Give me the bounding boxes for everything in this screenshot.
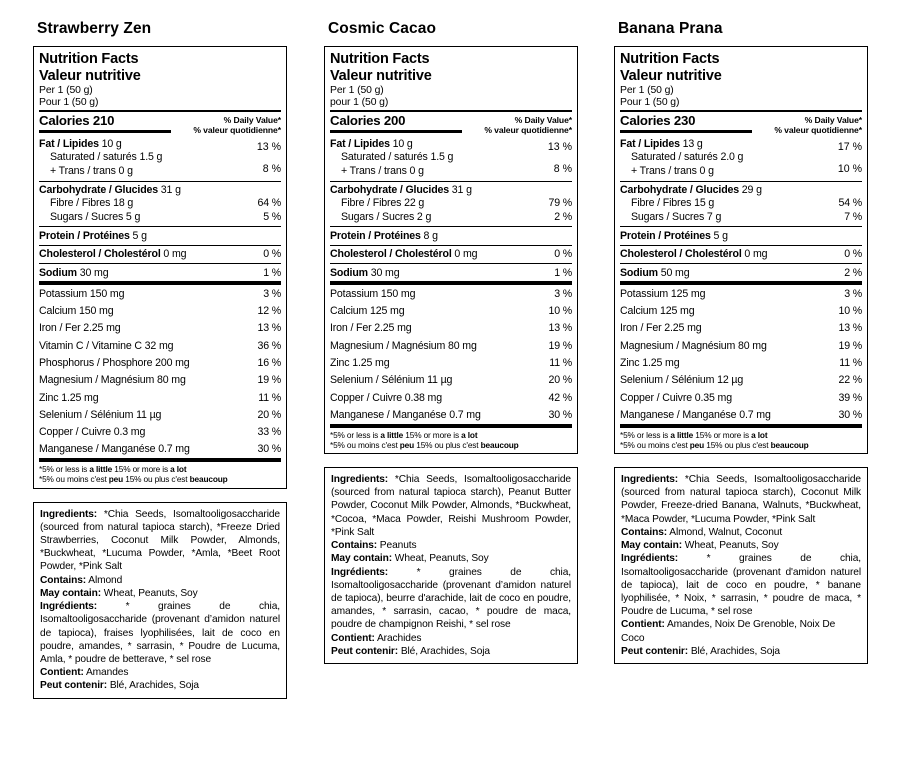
ingredients-en: Ingredients: *Chia Seeds, Isomaltooligosaccharide (sourced from natural tapioca starch), *Freeze Dried Strawberries, Coconut Milk Powder, Almonds, *Buckwheat, *Lucuma Powder, *Amla, *Beet Root Powder, *Pink Salt: [40, 508, 280, 573]
mineral-label: Manganese / Manganése 0.7 mg: [330, 408, 481, 421]
may-contain-en: May contain: Wheat, Peanuts, Soy: [331, 553, 489, 565]
cholesterol-row: [39, 247, 281, 261]
ingredients-box: [614, 467, 868, 664]
footnote-fr: *5% ou moins c'est peu 15% ou plus c'est beaucoup: [330, 439, 519, 450]
fat-section: [39, 136, 281, 181]
nutrition-facts-title-fr: Valeur nutritive: [39, 68, 141, 84]
mineral-label: Zinc 1.25 mg: [620, 356, 680, 369]
calories-row: [330, 112, 572, 136]
serving-size-en: Per 1 (50 g): [620, 85, 674, 96]
nutrition-facts-title-en: Nutrition Facts: [620, 51, 720, 67]
peut-contenir-fr: Peut contenir: Blé, Arachides, Soja: [331, 645, 490, 657]
trans-label: + Trans / trans 0 g: [50, 165, 133, 178]
minerals-list: [39, 285, 281, 458]
carbohydrate-section: [330, 182, 572, 227]
mineral-pct: 13 %: [257, 322, 281, 335]
mineral-row: [330, 303, 572, 320]
saturated-label: Saturated / saturés 1.5 g: [50, 151, 163, 164]
mineral-label: Iron / Fer 2.25 mg: [620, 322, 702, 335]
daily-value-header-fr: % valeur quotidienne*: [193, 125, 281, 136]
product-panel-1: [33, 0, 287, 699]
cholesterol-label: Cholesterol / Cholestérol: [620, 248, 742, 261]
cholesterol-value: 0 mg: [741, 248, 768, 261]
mineral-pct: 33 %: [257, 426, 281, 439]
fat-value: 10 g: [389, 138, 413, 151]
fat-row: [39, 137, 257, 151]
carbohydrate-label: Carbohydrate / Glucides: [330, 184, 449, 197]
calories-underline: [620, 130, 752, 133]
mineral-label: Iron / Fer 2.25 mg: [330, 322, 412, 335]
mineral-label: Copper / Cuivre 0.3 mg: [39, 426, 146, 439]
protein-label: Protein / Protéines: [39, 229, 130, 242]
mineral-pct: 11 %: [258, 391, 281, 404]
mineral-pct: 20 %: [257, 408, 281, 421]
daily-value-header: [193, 113, 281, 136]
fibre-pct: 79 %: [548, 197, 572, 210]
mineral-pct: 3 %: [263, 287, 281, 300]
sugars-pct: 5 %: [263, 211, 281, 224]
fat-value: 13 g: [679, 138, 703, 151]
protein-value: 5 g: [129, 229, 147, 242]
mineral-label: Magnesium / Magnésium 80 mg: [330, 339, 477, 352]
mineral-pct: 13 %: [838, 322, 862, 335]
mineral-pct: 30 %: [257, 443, 281, 456]
minerals-list: [620, 285, 862, 423]
footnote-fr: *5% ou moins c'est peu 15% ou plus c'est beaucoup: [620, 439, 809, 450]
carbohydrate-value: 31 g: [449, 184, 472, 197]
minerals-list: [330, 285, 572, 423]
trans-row: [39, 165, 257, 179]
mineral-row: [330, 320, 572, 337]
sugars-row: [39, 211, 281, 225]
mineral-label: Zinc 1.25 mg: [330, 356, 390, 369]
fat-label: Fat / Lipides: [330, 138, 390, 151]
mineral-pct: 20 %: [548, 374, 572, 387]
mineral-row: [39, 303, 281, 320]
may-contain-en: May contain: Wheat, Peanuts, Soy: [621, 540, 779, 552]
saturated-trans-pct: 10 %: [837, 162, 862, 175]
protein-label: Protein / Protéines: [620, 229, 711, 242]
protein-section: [620, 227, 862, 244]
mineral-pct: 42 %: [548, 391, 572, 404]
calories-value: Calories 210: [39, 112, 115, 128]
cholesterol-pct: 0 %: [554, 248, 572, 261]
mineral-pct: 19 %: [257, 374, 281, 387]
ingredients-box: [33, 502, 287, 699]
protein-value: 5 g: [710, 229, 728, 242]
fibre-row: [620, 197, 862, 211]
sugars-label: Sugars / Sucres 5 g: [50, 211, 141, 224]
nutrition-facts-title-fr: Valeur nutritive: [620, 68, 722, 84]
cholesterol-row: [620, 247, 862, 261]
mineral-row: [39, 354, 281, 371]
cholesterol-label: Cholesterol / Cholestérol: [330, 248, 452, 261]
calories-underline: [39, 130, 171, 133]
cholesterol-section: [39, 246, 281, 263]
mineral-row: [39, 389, 281, 406]
sugars-pct: 7 %: [844, 211, 862, 224]
footnote: [39, 462, 281, 484]
contient-fr: Contient: Amandes: [40, 667, 129, 679]
saturated-row: [620, 151, 838, 165]
fat-label: Fat / Lipides: [620, 138, 680, 151]
ingredients-en: Ingredients: *Chia Seeds, Isomaltooligosaccharide (sourced from natural tapioca starch), Peanut Butter Powder, Coconut Milk Powder, Almonds, *Buckwheat, *Cocoa, *Maca Powder, Reishi Mushroom Powder, *Pink Salt: [331, 474, 571, 538]
fibre-label: Fibre / Fibres 18 g: [50, 197, 134, 210]
fat-pct: 13 %: [547, 141, 572, 154]
daily-value-header-fr: % valeur quotidienne*: [774, 125, 862, 136]
may-contain-en: May contain: Wheat, Peanuts, Soy: [40, 587, 198, 599]
nutrition-facts-title-en: Nutrition Facts: [39, 51, 139, 67]
mineral-label: Zinc 1.25 mg: [39, 391, 99, 404]
trans-label: + Trans / trans 0 g: [631, 165, 714, 178]
mineral-row: [39, 372, 281, 389]
mineral-label: Selenium / Sélénium 11 µg: [39, 408, 162, 421]
trans-row: [330, 165, 548, 179]
calories-underline: [330, 130, 462, 133]
calories-value: Calories 230: [620, 112, 696, 128]
serving-size-en: Per 1 (50 g): [39, 85, 93, 96]
sodium-label: Sodium: [620, 266, 658, 279]
mineral-row: [330, 354, 572, 371]
mineral-label: Potassium 150 mg: [39, 287, 125, 300]
saturated-label: Saturated / saturés 1.5 g: [341, 151, 454, 164]
ingredients-fr: Ingrédients: * graines de chia, Isomaltooligosaccharide (provenant d’amidon naturel de tapioca), beurre d'arachide, lait de coco en poudre, amandes, * sarrasin, cacao, * poudre de maca, poudre de champignon Reishi, * sel rose: [331, 566, 571, 631]
cholesterol-row: [330, 247, 572, 261]
trans-label: + Trans / trans 0 g: [341, 165, 424, 178]
daily-value-header-en: % Daily Value*: [514, 114, 572, 125]
sodium-pct: 1 %: [263, 266, 281, 279]
mineral-pct: 3 %: [554, 287, 572, 300]
sugars-row: [620, 211, 862, 225]
fat-section: [330, 136, 572, 181]
product-panel-2: [324, 0, 578, 664]
mineral-label: Calcium 125 mg: [620, 305, 695, 318]
mineral-label: Selenium / Sélénium 11 µg: [330, 374, 453, 387]
carbohydrate-section: [39, 182, 281, 227]
daily-value-header-en: % Daily Value*: [223, 114, 281, 125]
fat-value: 10 g: [98, 138, 122, 151]
fibre-pct: 54 %: [838, 197, 862, 210]
mineral-pct: 10 %: [548, 305, 572, 318]
mineral-row: [620, 354, 862, 371]
mineral-row: [620, 389, 862, 406]
product-panel-3: [614, 0, 868, 664]
peut-contenir-fr: Peut contenir: Blé, Arachides, Soja: [40, 680, 199, 692]
mineral-pct: 39 %: [838, 391, 862, 404]
sodium-value: 30 mg: [76, 266, 109, 279]
sodium-pct: 1 %: [554, 266, 572, 279]
nutrition-facts-title-en: Nutrition Facts: [330, 51, 430, 67]
cholesterol-value: 0 mg: [160, 248, 187, 261]
fat-pct: 17 %: [837, 141, 862, 154]
daily-value-header: [484, 113, 572, 136]
mineral-pct: 22 %: [838, 374, 862, 387]
sodium-value: 30 mg: [367, 266, 400, 279]
fibre-row: [330, 197, 572, 211]
carbohydrate-row: [39, 183, 281, 197]
ingredients-box: [324, 467, 578, 664]
fibre-row: [39, 197, 281, 211]
nutrition-facts-title-fr: Valeur nutritive: [330, 68, 432, 84]
fat-label: Fat / Lipides: [39, 138, 99, 151]
mineral-row: [620, 406, 862, 423]
mineral-row: [330, 285, 572, 302]
product-title: Banana Prana: [618, 20, 723, 37]
mineral-pct: 13 %: [548, 322, 572, 335]
mineral-row: [330, 372, 572, 389]
mineral-label: Copper / Cuivre 0.35 mg: [620, 391, 732, 404]
protein-section: [330, 227, 572, 244]
daily-value-header: [774, 113, 862, 136]
mineral-row: [620, 303, 862, 320]
nutrition-facts-box: [614, 46, 868, 454]
saturated-label: Saturated / saturés 2.0 g: [631, 151, 744, 164]
footnote: [620, 428, 862, 450]
calories-row: [620, 112, 862, 136]
fat-row: [620, 137, 838, 151]
mineral-pct: 11 %: [549, 356, 572, 369]
sugars-label: Sugars / Sucres 7 g: [631, 211, 722, 224]
serving-size-fr: Pour 1 (50 g): [620, 97, 680, 109]
sodium-section: [39, 264, 281, 281]
mineral-pct: 12 %: [257, 305, 281, 318]
ingredients-fr: Ingrédients: * graines de chia, Isomaltooligosaccharide (provenant d’amidon naturel de tapioca), fraises lyophilisées, lait de coco en poudre, amandes, * sarrasin, * Poudre de Lucuma, Amla, * poudre de betterave, * sel rose: [40, 601, 280, 665]
protein-value: 8 g: [420, 229, 438, 242]
mineral-label: Vitamin C / Vitamine C 32 mg: [39, 339, 174, 352]
protein-label: Protein / Protéines: [330, 229, 421, 242]
mineral-row: [330, 389, 572, 406]
calories-value: Calories 200: [330, 112, 406, 128]
mineral-label: Iron / Fer 2.25 mg: [39, 322, 121, 335]
nutrition-facts-box: [33, 46, 287, 489]
sodium-row: [620, 266, 862, 280]
sodium-pct: 2 %: [844, 266, 862, 279]
mineral-row: [39, 406, 281, 423]
mineral-label: Phosphorus / Phosphore 200 mg: [39, 356, 190, 369]
mineral-label: Magnesium / Magnésium 80 mg: [620, 339, 767, 352]
mineral-pct: 10 %: [838, 305, 862, 318]
sugars-row: [330, 211, 572, 225]
carbohydrate-label: Carbohydrate / Glucides: [39, 184, 158, 197]
cholesterol-label: Cholesterol / Cholestérol: [39, 248, 161, 261]
contient-fr: Contient: Arachides: [331, 632, 422, 644]
cholesterol-section: [620, 246, 862, 263]
daily-value-header-fr: % valeur quotidienne*: [484, 125, 572, 136]
mineral-label: Magnesium / Magnésium 80 mg: [39, 374, 186, 387]
sodium-value: 50 mg: [657, 266, 690, 279]
carbohydrate-row: [330, 183, 572, 197]
nutrition-facts-box: [324, 46, 578, 454]
fibre-pct: 64 %: [257, 197, 281, 210]
ingredients-fr: Ingrédients: * graines de chia, Isomaltooligosaccharide (provenant d'amidon naturel de tapioca), lait de coco en poudre, * banane lyophilisée, * Noix, * sarrasin, * poudre de maca, * Poudre de Lucuma, * sel rose: [621, 553, 861, 618]
carbohydrate-label: Carbohydrate / Glucides: [620, 184, 739, 197]
saturated-row: [330, 151, 548, 165]
sodium-section: [330, 264, 572, 281]
serving-size-en: Per 1 (50 g): [330, 85, 384, 96]
serving-size-fr: pour 1 (50 g): [330, 97, 389, 109]
mineral-label: Manganese / Manganése 0.7 mg: [620, 408, 771, 421]
carbohydrate-row: [620, 183, 862, 197]
mineral-pct: 11 %: [839, 356, 862, 369]
mineral-label: Potassium 125 mg: [620, 287, 706, 300]
contains-en: Contains: Almond: [40, 574, 123, 586]
mineral-pct: 19 %: [838, 339, 862, 352]
fat-row: [330, 137, 548, 151]
protein-row: [620, 229, 862, 243]
contains-en: Contains: Peanuts: [331, 540, 417, 552]
sodium-label: Sodium: [39, 266, 77, 279]
mineral-row: [39, 337, 281, 354]
contient-fr: Contient: Amandes, Noix De Grenoble, Noix De Coco: [621, 619, 836, 644]
contains-en: Contains: Almond, Walnut, Coconut: [621, 526, 783, 538]
footnote: [330, 428, 572, 450]
cholesterol-value: 0 mg: [451, 248, 478, 261]
sodium-row: [39, 266, 281, 280]
mineral-pct: 30 %: [548, 408, 572, 421]
carbohydrate-section: [620, 182, 862, 227]
saturated-trans-pct: 8 %: [262, 162, 281, 175]
product-title: Strawberry Zen: [37, 20, 152, 37]
fat-pct: 13 %: [256, 141, 281, 154]
fat-section: [620, 136, 862, 181]
mineral-row: [620, 285, 862, 302]
cholesterol-pct: 0 %: [263, 248, 281, 261]
protein-row: [330, 229, 572, 243]
cholesterol-section: [330, 246, 572, 263]
mineral-label: Calcium 150 mg: [39, 305, 114, 318]
mineral-label: Manganese / Manganése 0.7 mg: [39, 443, 190, 456]
fibre-label: Fibre / Fibres 22 g: [341, 197, 425, 210]
mineral-row: [39, 424, 281, 441]
mineral-label: Selenium / Sélénium 12 µg: [620, 374, 744, 387]
footnote-en: *5% or less is a little 15% or more is a lot: [620, 429, 768, 440]
cholesterol-pct: 0 %: [844, 248, 862, 261]
mineral-pct: 16 %: [257, 356, 281, 369]
mineral-row: [330, 337, 572, 354]
mineral-label: Calcium 125 mg: [330, 305, 405, 318]
mineral-label: Potassium 150 mg: [330, 287, 416, 300]
sugars-label: Sugars / Sucres 2 g: [341, 211, 432, 224]
serving-size-fr: Pour 1 (50 g): [39, 97, 99, 109]
sodium-row: [330, 266, 572, 280]
mineral-row: [39, 285, 281, 302]
carbohydrate-value: 31 g: [158, 184, 181, 197]
trans-row: [620, 165, 838, 179]
fibre-label: Fibre / Fibres 15 g: [631, 197, 715, 210]
saturated-trans-pct: 8 %: [553, 162, 572, 175]
ingredients-en: Ingredients: *Chia Seeds, Isomaltooligosaccharide (sourced from natural tapioca starch), Coconut Milk Powder, Freeze-dried Banana, Walnuts, *Buckwheat, *Maca Powder, *Lucuma Powder, *Pink Salt: [621, 474, 861, 525]
mineral-label: Copper / Cuivre 0.38 mg: [330, 391, 442, 404]
sugars-pct: 2 %: [554, 211, 572, 224]
mineral-row: [330, 406, 572, 423]
peut-contenir-fr: Peut contenir: Blé, Arachides, Soja: [621, 645, 780, 657]
product-title: Cosmic Cacao: [328, 20, 437, 37]
mineral-pct: 19 %: [548, 339, 572, 352]
mineral-row: [620, 372, 862, 389]
calories-row: [39, 112, 281, 136]
sodium-label: Sodium: [330, 266, 368, 279]
mineral-pct: 36 %: [257, 339, 281, 352]
mineral-row: [620, 320, 862, 337]
daily-value-header-en: % Daily Value*: [804, 114, 862, 125]
footnote-en: *5% or less is a little 15% or more is a lot: [330, 429, 478, 440]
mineral-pct: 3 %: [844, 287, 862, 300]
mineral-pct: 30 %: [838, 408, 862, 421]
protein-section: [39, 227, 281, 244]
footnote-en: *5% or less is a little 15% or more is a lot: [39, 464, 187, 475]
saturated-row: [39, 151, 257, 165]
footnote-fr: *5% ou moins c'est peu 15% ou plus c'est beaucoup: [39, 474, 228, 485]
mineral-row: [39, 320, 281, 337]
sodium-section: [620, 264, 862, 281]
mineral-row: [620, 337, 862, 354]
carbohydrate-value: 29 g: [739, 184, 762, 197]
mineral-row: [39, 441, 281, 458]
protein-row: [39, 229, 281, 243]
